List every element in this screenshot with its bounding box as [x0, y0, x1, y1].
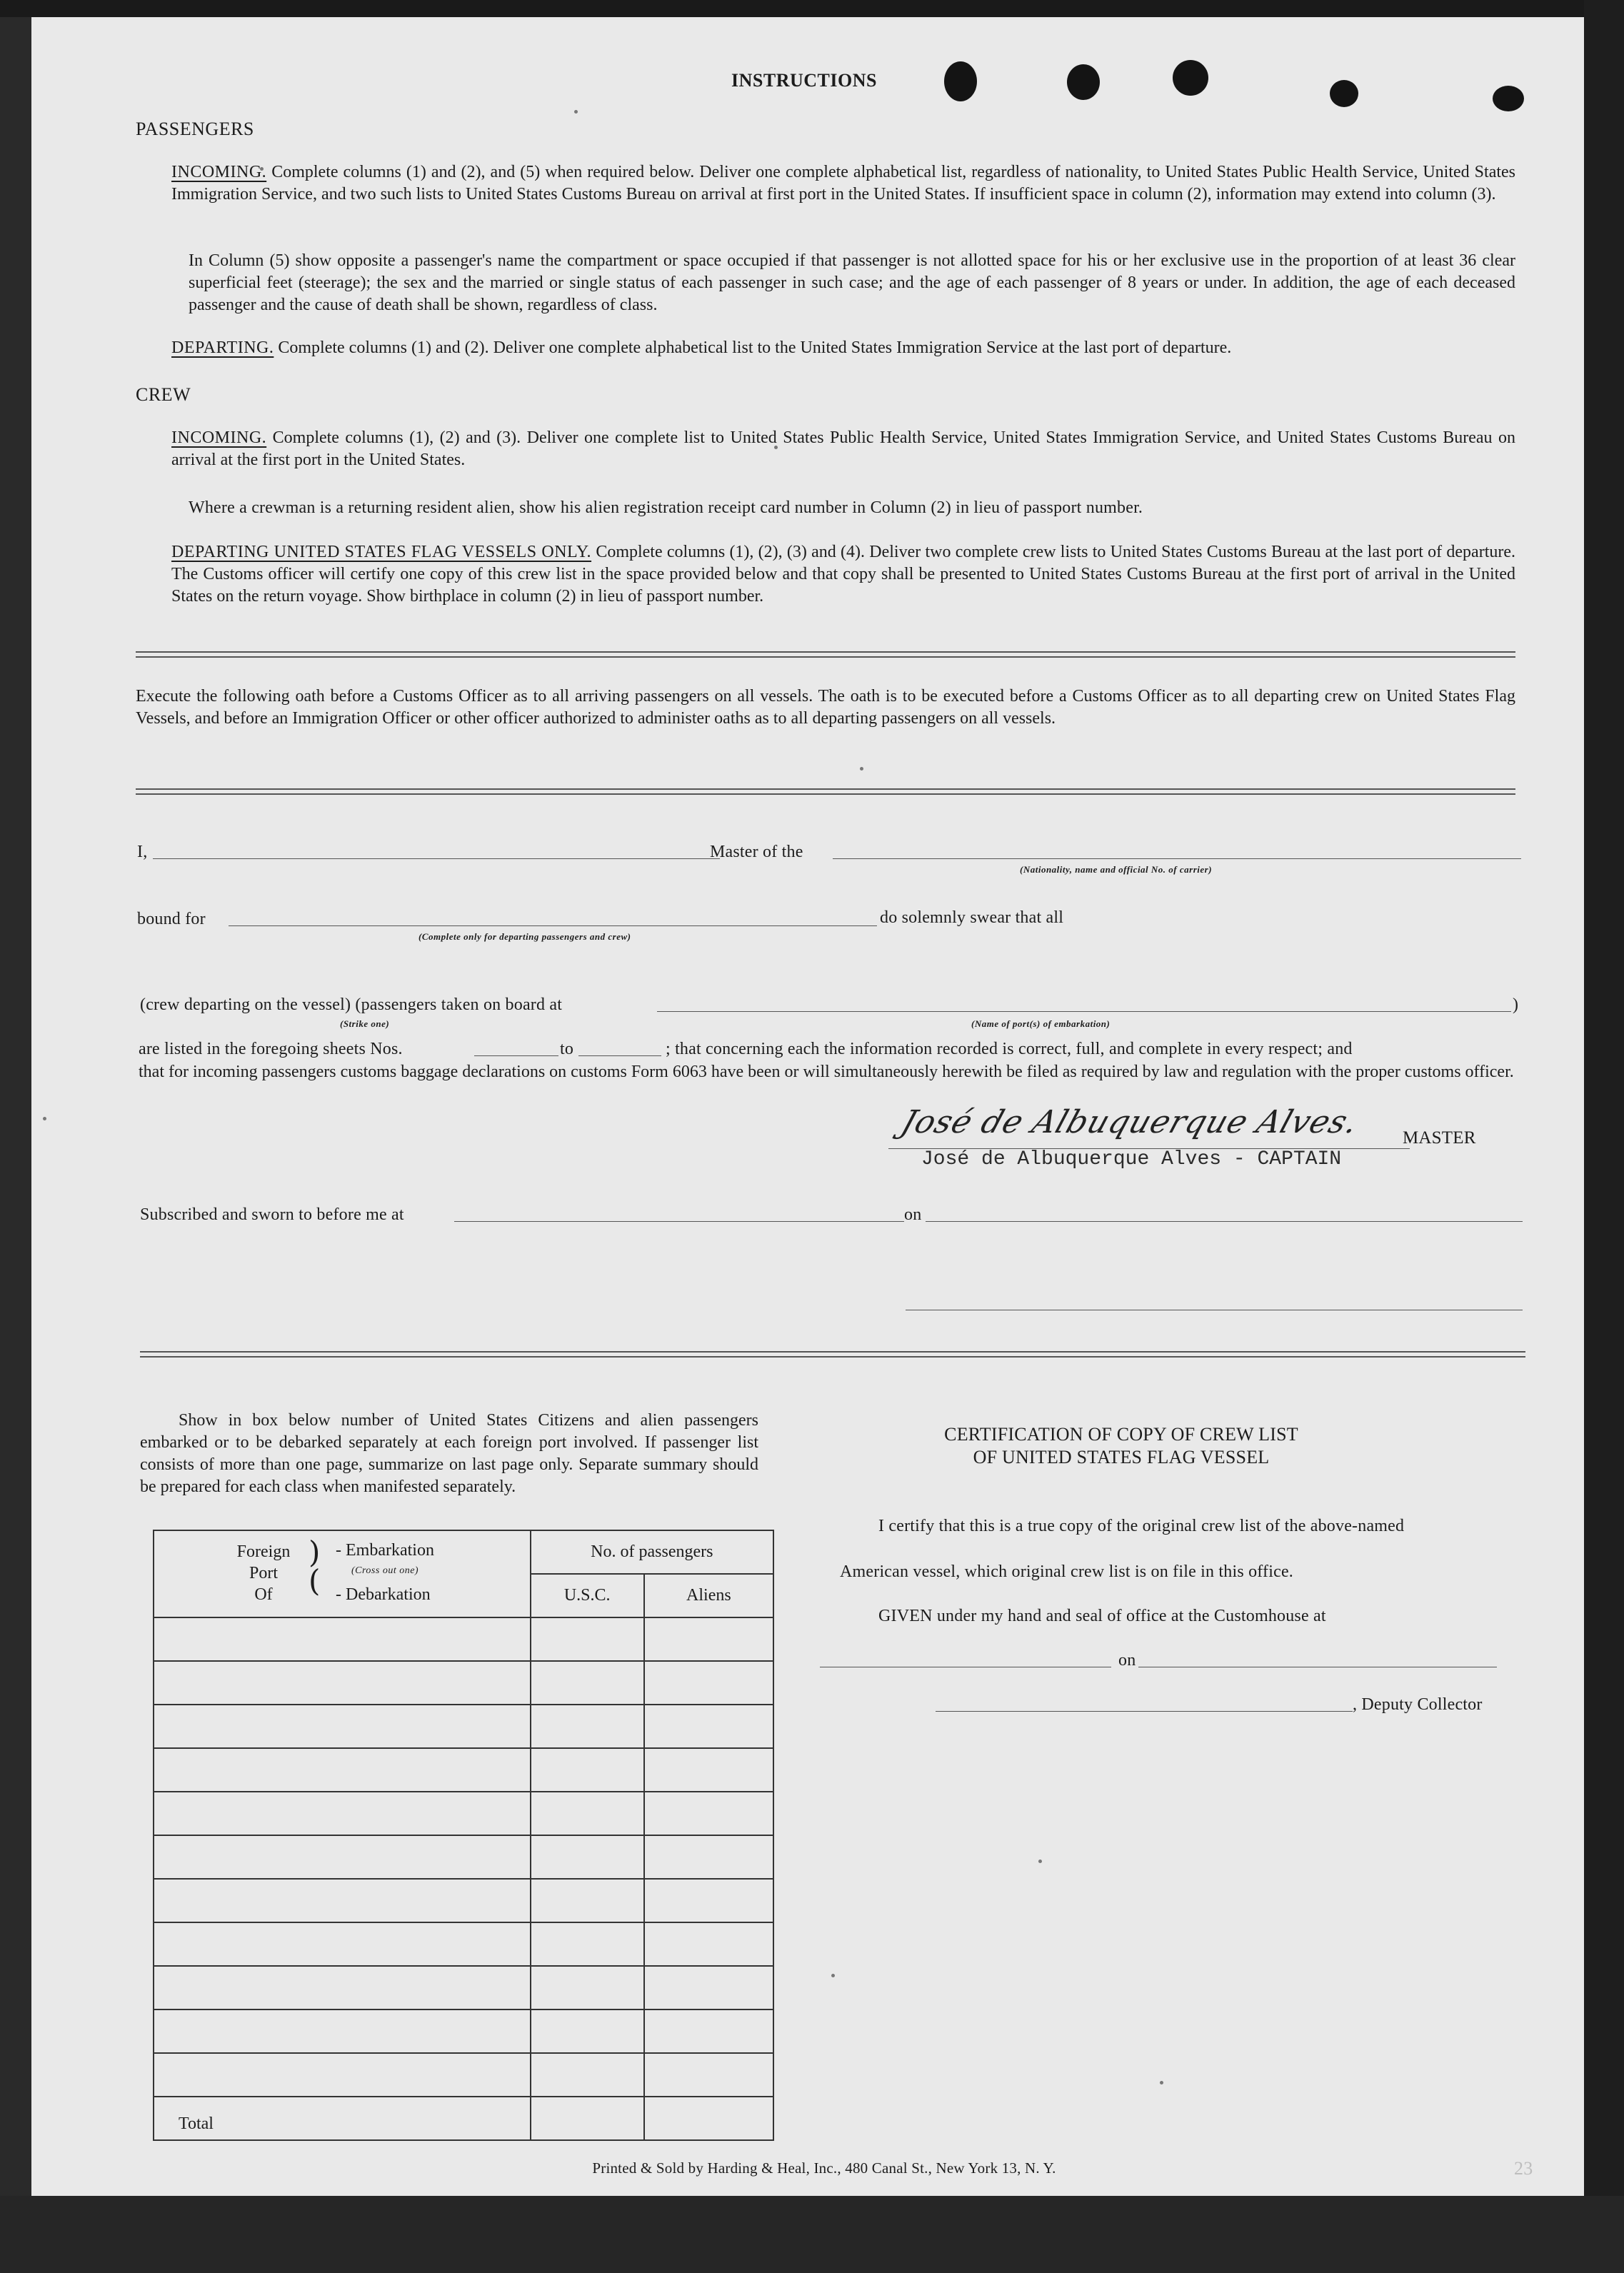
subscribed-date-line[interactable]	[926, 1221, 1523, 1222]
speck	[831, 1974, 835, 1977]
crew-departing-flag-label: DEPARTING UNITED STATES FLAG VESSELS ONLY.	[171, 543, 592, 561]
total-aliens-cell[interactable]	[644, 2097, 773, 2140]
table-row	[154, 1705, 773, 1748]
port-cell[interactable]	[154, 1966, 531, 2009]
speck	[1160, 2081, 1163, 2084]
speck	[574, 110, 578, 114]
crew-incoming-paragraph	[171, 427, 1515, 471]
usc-cell[interactable]	[531, 1661, 644, 1705]
certification-title-line1: CERTIFICATION OF COPY OF CREW LIST	[944, 1424, 1298, 1445]
usc-cell[interactable]	[531, 1966, 644, 2009]
no-of-passengers-header: No. of passengers	[531, 1530, 773, 1574]
aliens-cell[interactable]	[644, 1792, 773, 1835]
speck	[43, 1117, 46, 1120]
punch-hole	[1067, 64, 1100, 100]
passengers-incoming-paragraph	[171, 161, 1515, 206]
punch-hole	[1173, 60, 1208, 96]
nationality-caption: (Nationality, name and official No. of carrier)	[1020, 864, 1213, 875]
usc-cell[interactable]	[531, 1617, 644, 1661]
punch-hole	[944, 61, 977, 101]
certification-line3: GIVEN under my hand and seal of office at the Customhouse at	[878, 1607, 1326, 1625]
scan-right-edge	[1584, 0, 1624, 2273]
aliens-cell[interactable]	[644, 2053, 773, 2097]
passengers-heading: PASSENGERS	[136, 119, 254, 139]
master-label: MASTER	[1403, 1128, 1476, 1148]
brace-mark: ) (	[309, 1535, 321, 1598]
passengers-incoming-text: Complete columns (1) and (2), and (5) when required below. Deliver one complete alphabetical list, regardless of nationality, to United States Public Health Service, United States Immigration Service, and two such lists to United States Customs Bureau on arrival at first port in the United States. If insufficient space in column (2), information may extend into column (3).	[171, 163, 1516, 204]
ports-caption: (Name of port(s) of embarkation)	[971, 1018, 1111, 1029]
usc-cell[interactable]	[531, 2009, 644, 2053]
aliens-header: Aliens	[644, 1574, 773, 1617]
passengers-departing-label: DEPARTING.	[171, 338, 274, 357]
debarkation-label: - Debarkation	[336, 1585, 431, 1604]
carrier-line[interactable]	[833, 858, 1521, 859]
summary-rows	[154, 1617, 773, 2140]
usc-cell[interactable]	[531, 1835, 644, 1879]
punch-hole	[1493, 86, 1524, 111]
certification-line2: American vessel, which original crew list is on file in this office.	[840, 1562, 1293, 1581]
punch-hole	[1330, 80, 1358, 107]
port-cell[interactable]	[154, 1922, 531, 1966]
sheet-to-line[interactable]	[578, 1055, 661, 1056]
port-cell[interactable]	[154, 1705, 531, 1748]
crew-heading: CREW	[136, 384, 191, 405]
aliens-cell[interactable]	[644, 2009, 773, 2053]
usc-cell[interactable]	[531, 1879, 644, 1922]
embarkation-label: - Embarkation	[336, 1541, 434, 1560]
passengers-departing-text: Complete columns (1) and (2). Deliver one complete alphabetical list to the United States Immigration Service at the last port of departure.	[278, 338, 1232, 357]
aliens-cell[interactable]	[644, 1661, 773, 1705]
summary-instructions: Show in box below number of United States Citizens and alien passengers embarked or to be debarked separately at each foreign port involved. If passenger list consists of more than one page, summarize on last page only. Separate summary should be prepared for each class when manifested separately.	[140, 1411, 758, 1496]
cross-out-caption: (Cross out one)	[351, 1565, 419, 1576]
crew-departing-flag-paragraph	[171, 541, 1515, 608]
usc-cell[interactable]	[531, 1792, 644, 1835]
table-row	[154, 1966, 773, 2009]
passenger-summary-table	[153, 1530, 774, 2141]
oath-instructions: Execute the following oath before a Customs Officer as to all arriving passengers on all vessels. The oath is to be executed before a Customs Officer as to all departing crew on United States Flag Vessels, and before an Immigration Officer or other officer authorized to administer oaths as to all departing passengers on all vessels.	[136, 687, 1515, 728]
printer-line: Printed & Sold by Harding & Heal, Inc., 480 Canal St., New York 13, N. Y.	[592, 2159, 1056, 2177]
aliens-cell[interactable]	[644, 1966, 773, 2009]
close-paren: )	[1513, 995, 1519, 1014]
aliens-cell[interactable]	[644, 1835, 773, 1879]
certification-title-line2: OF UNITED STATES FLAG VESSEL	[973, 1447, 1270, 1467]
port-cell[interactable]	[154, 2009, 531, 2053]
page-mark: 23	[1514, 2158, 1533, 2179]
crew-departing-text: (crew departing on the vessel) (passengers taken on board at	[140, 995, 563, 1014]
subscribed-on-word: on	[904, 1205, 922, 1224]
table-row	[154, 1661, 773, 1705]
aliens-cell[interactable]	[644, 1705, 773, 1748]
table-row	[154, 1922, 773, 1966]
foreign-word: Foreign	[236, 1542, 291, 1561]
foreign-port-of	[224, 1541, 303, 1605]
scan-bottom-edge	[0, 2196, 1624, 2273]
certification-on-word: on	[1118, 1651, 1136, 1670]
table-row	[154, 1617, 773, 1661]
strike-one-caption: (Strike one)	[340, 1018, 390, 1029]
deputy-collector-line[interactable]	[936, 1711, 1353, 1712]
certification-line1: I certify that this is a true copy of the original crew list of the above-named	[878, 1517, 1405, 1535]
section-divider	[136, 788, 1515, 795]
crew-departing-flag-text: Complete columns (1), (2), (3) and (4). Deliver two complete crew lists to United States Customs Bureau at the last port of departure. The Customs officer will certify one copy of this crew list in the space provided below and that copy shall be presented to United States Customs Bureau at the first port of arrival in the United States on the return voyage. Show birthplace in column (2) in lieu of passport number.	[171, 543, 1516, 606]
speck	[1038, 1860, 1042, 1863]
sheet-from-line[interactable]	[474, 1055, 558, 1056]
master-of-the-label: Master of the	[710, 843, 803, 861]
oath-i-label: I,	[137, 843, 148, 861]
aliens-cell[interactable]	[644, 1879, 773, 1922]
master-name-line[interactable]	[153, 858, 720, 859]
crew-incoming-label: INCOMING.	[171, 428, 267, 447]
port-cell[interactable]	[154, 1835, 531, 1879]
usc-cell[interactable]	[531, 1748, 644, 1792]
document-page	[31, 17, 1584, 2196]
instructions-title: INSTRUCTIONS	[731, 70, 877, 91]
port-header-cell	[154, 1530, 531, 1617]
table-row	[154, 1879, 773, 1922]
port-cell[interactable]	[154, 1748, 531, 1792]
subscribed-place-line[interactable]	[454, 1221, 904, 1222]
to-word: to	[560, 1040, 574, 1058]
bound-for-label: bound for	[137, 910, 206, 928]
aliens-cell[interactable]	[644, 1748, 773, 1792]
listed-prefix: are listed in the foregoing sheets Nos.	[139, 1040, 403, 1058]
usc-cell[interactable]	[531, 2053, 644, 2097]
table-row	[154, 2009, 773, 2053]
deputy-collector-label: , Deputy Collector	[1353, 1695, 1483, 1714]
section-divider	[140, 1351, 1525, 1358]
table-row	[154, 1748, 773, 1792]
port-cell[interactable]	[154, 1617, 531, 1661]
scan-top-edge	[0, 0, 1624, 17]
aliens-cell[interactable]	[644, 1617, 773, 1661]
usc-cell[interactable]	[531, 1922, 644, 1966]
aliens-cell[interactable]	[644, 1922, 773, 1966]
total-row	[154, 2097, 773, 2140]
listed-rest: that for incoming passengers customs baggage declarations on customs Form 6063 have been or will simultaneously herewith be filed as required by law and regulation with the proper customs officer.	[139, 1063, 1514, 1081]
passengers-departing-paragraph	[171, 337, 1515, 359]
subscribed-label: Subscribed and sworn to before me at	[140, 1205, 404, 1224]
master-signature: José de Albuquerque Alves.	[896, 1104, 1363, 1140]
embarkation-ports-line[interactable]	[657, 1011, 1511, 1012]
crewman-paragraph: Where a crewman is a returning resident alien, show his alien registration receipt card number in Column (2) in lieu of passport number.	[189, 498, 1143, 517]
passengers-incoming-label: INCOMING.	[171, 163, 267, 181]
port-cell[interactable]	[154, 1879, 531, 1922]
port-cell[interactable]	[154, 1661, 531, 1705]
of-word: Of	[254, 1585, 273, 1604]
total-label: Total	[154, 2097, 531, 2140]
listed-rest-first: ; that concerning each the information recorded is correct, full, and complete in every respect; and	[666, 1040, 1353, 1058]
usc-cell[interactable]	[531, 1705, 644, 1748]
bound-for-line[interactable]	[229, 925, 877, 926]
speck	[860, 767, 863, 771]
bound-caption: (Complete only for departing passengers and crew)	[418, 931, 631, 942]
port-cell[interactable]	[154, 2053, 531, 2097]
solemnly-swear-text: do solemnly swear that all	[880, 908, 1064, 927]
total-usc-cell[interactable]	[531, 2097, 644, 2140]
usc-header: U.S.C.	[531, 1574, 644, 1617]
table-row	[154, 2053, 773, 2097]
table-row	[154, 1792, 773, 1835]
typed-captain-name: José de Albuquerque Alves - CAPTAIN	[921, 1148, 1342, 1170]
table-row	[154, 1835, 773, 1879]
port-word: Port	[249, 1564, 278, 1582]
column5-paragraph: In Column (5) show opposite a passenger's name the compartment or space occupied if that passenger is not allotted space for his or her exclusive use in the proportion of at least 36 clear superficial feet (steerage); the sex and the married or single status of each passenger in such case; and the age of each passenger of 8 years or under. In addition, the age of each deceased passenger and the cause of death shall be shown, regardless of class.	[189, 251, 1515, 314]
port-cell[interactable]	[154, 1792, 531, 1835]
section-divider	[136, 651, 1515, 658]
crew-incoming-text: Complete columns (1), (2) and (3). Deliver one complete list to United States Public Health Service, United States Immigration Service, and United States Customs Bureau on arrival at the first port in the United States.	[171, 428, 1516, 469]
